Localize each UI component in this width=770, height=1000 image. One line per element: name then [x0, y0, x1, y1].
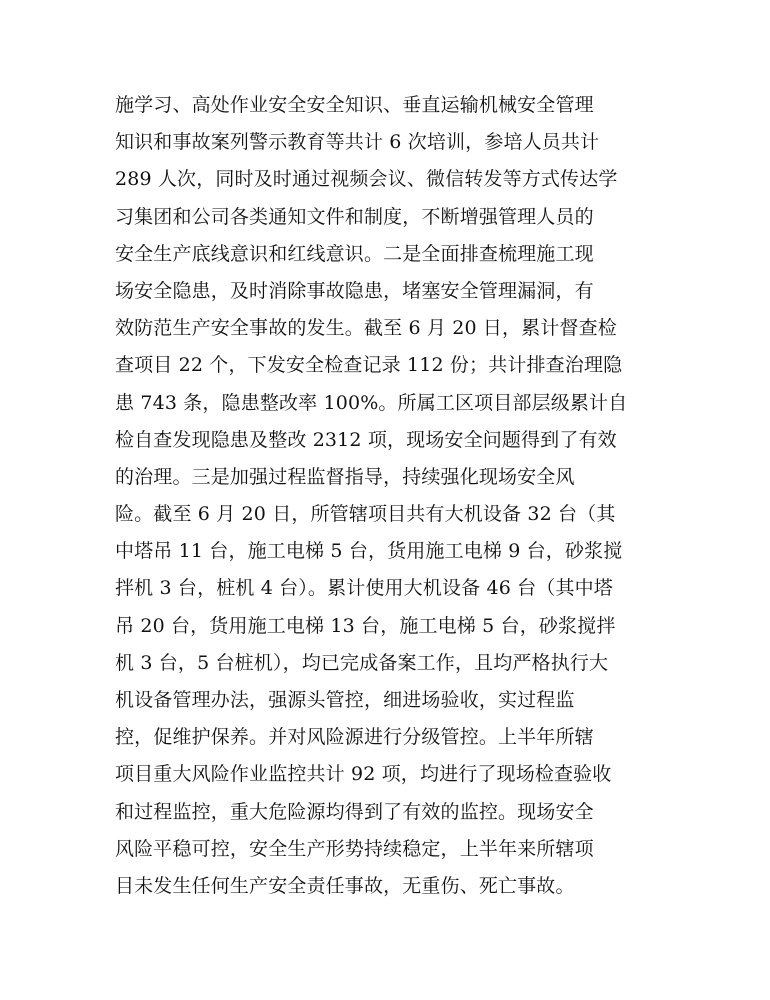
text-line: 风险平稳可控，安全生产形势持续稳定，上半年来所辖项 — [115, 837, 594, 860]
text-line: 中塔吊 11 台，施工电梯 5 台，货用施工电梯 9 台，砂浆搅 — [115, 540, 623, 563]
text-line: 习集团和公司各类通知文件和制度，不断增强管理人员的 — [115, 205, 594, 228]
text-line: 机设备管理办法，强源头管控，细进场验收，实过程监 — [115, 689, 575, 711]
text-line: 吊 20 台，货用施工电梯 13 台，施工电梯 5 台，砂浆搅拌 — [115, 614, 616, 637]
text-line: 289 人次，同时及时通过视频会议、微信转发等方式传达学 — [115, 168, 618, 191]
text-line: 查项目 22 个，下发安全检查记录 112 份；共计排查治理隐 — [115, 354, 623, 377]
text-line: 知识和事故案列警示教育等共计 6 次培训，参培人员共计 — [115, 131, 600, 154]
text-line: 和过程监控，重大危险源均得到了有效的监控。现场安全 — [115, 800, 594, 823]
text-line: 控，促维护保养。并对风险源进行分级管控。上半年所辖 — [115, 726, 594, 749]
text-line: 施学习、高处作业安全安全知识、垂直运输机械安全管理 — [115, 94, 594, 116]
text-line: 项目重大风险作业监控共计 92 项，均进行了现场检查验收 — [115, 763, 612, 786]
text-line: 场安全隐患，及时消除事故隐患，堵塞安全管理漏洞，有 — [115, 279, 594, 302]
text-line: 机 3 台，5 台桩机），均已完成备案工作，且均严格执行大 — [115, 651, 609, 674]
text-line: 检自查发现隐患及整改 2312 项，现场安全问题得到了有效 — [115, 428, 617, 451]
text-line: 的治理。三是加强过程监督指导，持续强化现场安全风 — [115, 465, 575, 488]
text-line: 效防范生产安全事故的发生。截至 6 月 20 日，累计督查检 — [115, 317, 617, 340]
text-line: 拌机 3 台，桩机 4 台）。累计使用大机设备 46 台（其中塔 — [115, 577, 613, 600]
text-line: 险。截至 6 月 20 日，所管辖项目共有大机设备 32 台（其 — [115, 503, 616, 526]
text-line: 安全生产底线意识和红线意识。二是全面排查梳理施工现 — [115, 242, 594, 265]
body-text — [115, 87, 675, 905]
text-line: 目未发生任何生产安全责任事故，无重伤、死亡事故。 — [115, 874, 575, 897]
text-line: 患 743 条，隐患整改率 100%。所属工区项目部层级累计自 — [115, 391, 628, 414]
